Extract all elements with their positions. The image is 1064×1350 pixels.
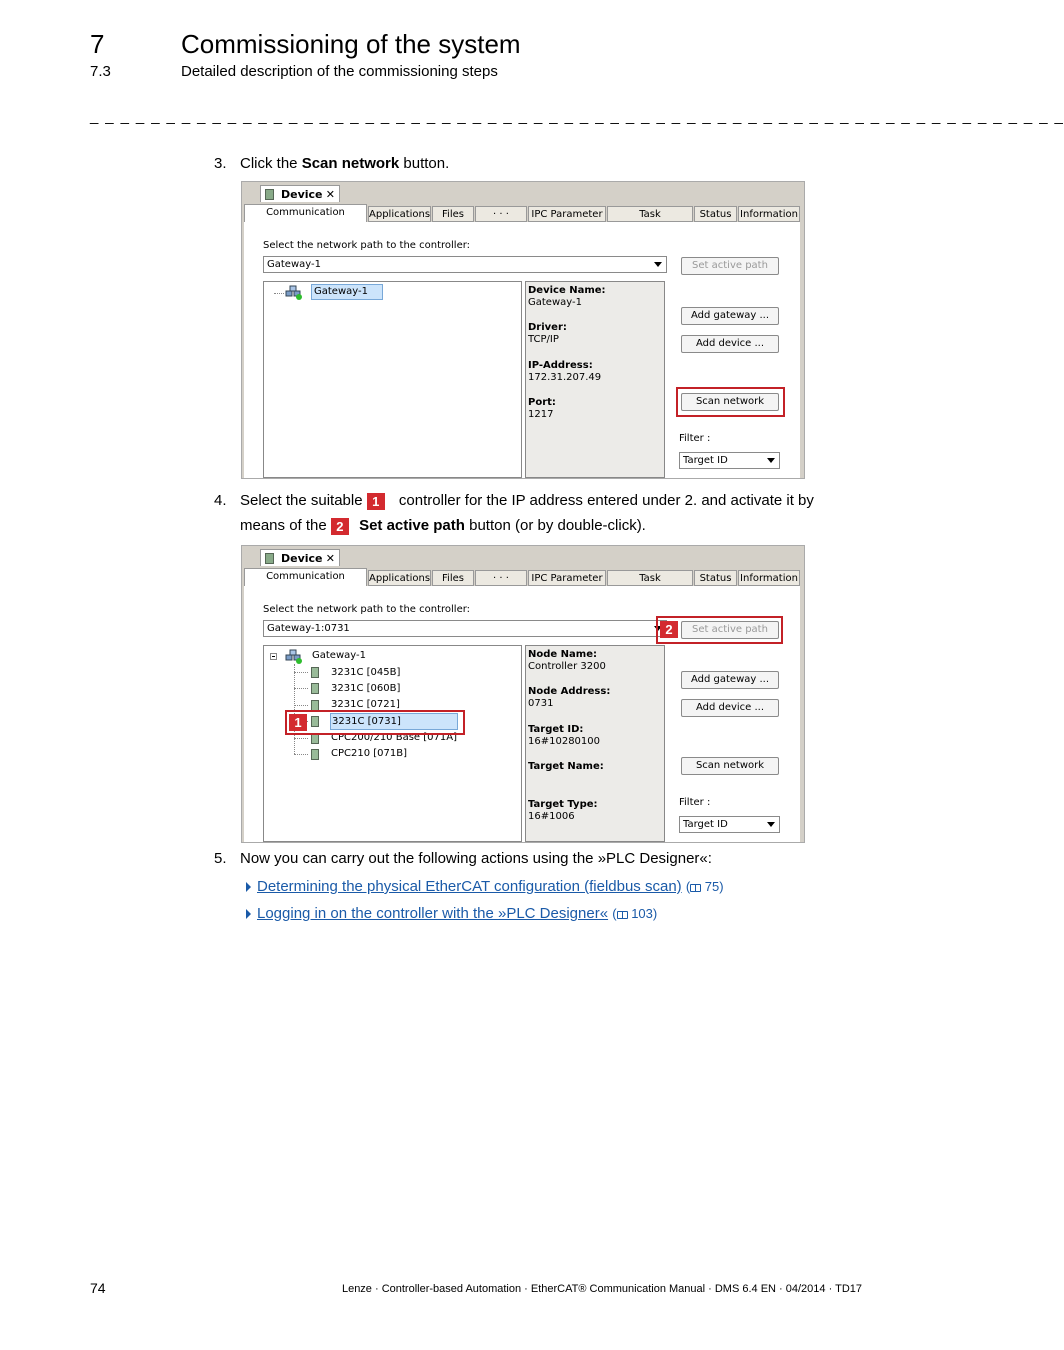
tab-bar: [244, 204, 800, 222]
path-combo-value: Gateway-1: [267, 259, 321, 270]
properties-panel: [525, 281, 665, 478]
step-number: 3.: [214, 155, 227, 172]
step-text-end: button.: [399, 155, 450, 172]
network-tree[interactable]: [263, 645, 522, 842]
online-status-icon: [296, 658, 302, 664]
link-item: [246, 904, 657, 924]
step-number: 5.: [214, 850, 227, 867]
tab-information[interactable]: Information: [738, 570, 800, 586]
path-combo[interactable]: [263, 620, 667, 637]
step-5: [214, 849, 854, 869]
step-text: Select the suitable: [240, 492, 367, 509]
tree-node-gateway[interactable]: Gateway-1: [311, 284, 383, 300]
tree-node-controller[interactable]: CPC210 [071B]: [331, 748, 408, 759]
device-tab-label: Device: [281, 188, 323, 201]
section-number: 7.3: [90, 63, 111, 80]
screenshot-scan-network: [241, 181, 805, 479]
prop-value: 1217: [528, 409, 554, 420]
tree-connector: [274, 293, 284, 294]
tree-connector: [294, 738, 308, 739]
step-number: 4.: [214, 492, 227, 509]
tab-bar: [244, 568, 800, 586]
tab-applications[interactable]: Applications: [368, 206, 431, 222]
link-item: [246, 877, 724, 897]
tab-information[interactable]: Information: [738, 206, 800, 222]
controller-icon: [311, 667, 319, 678]
callout-badge-1: 1: [289, 714, 307, 731]
tab-ipc-parameter[interactable]: IPC Parameter: [528, 206, 606, 222]
prop-value: Gateway-1: [528, 297, 582, 308]
callout-badge-1: 1: [367, 493, 385, 510]
arrow-right-icon: [246, 909, 251, 919]
tab-status[interactable]: Status: [694, 206, 737, 222]
device-icon: [265, 553, 274, 564]
prop-value: 172.31.207.49: [528, 372, 602, 383]
ref-page: 103): [627, 906, 658, 921]
controller-icon: [311, 683, 319, 694]
link-fieldbus-scan[interactable]: Determining the physical EtherCAT configuration (fieldbus scan): [257, 878, 682, 895]
ref-open: (: [612, 906, 617, 921]
prop-value: TCP/IP: [528, 334, 559, 345]
link-login-plc-designer[interactable]: Logging in on the controller with the »PLC Designer«: [257, 905, 609, 922]
set-active-path-button[interactable]: Set active path: [681, 621, 779, 639]
filter-combo[interactable]: [679, 816, 780, 833]
ref-open: (: [685, 879, 691, 894]
tree-connector: [294, 664, 295, 754]
prop-label: Target Type:: [528, 799, 598, 810]
chapter-number: 7: [90, 29, 105, 59]
device-icon: [265, 189, 274, 200]
tree-node-controller[interactable]: 3231C [045B]: [331, 667, 401, 678]
tab-more[interactable]: · · ·: [475, 206, 527, 222]
dropdown-arrow-icon: [767, 458, 775, 463]
prop-label: Target ID:: [528, 724, 584, 735]
tab-ipc-parameter[interactable]: IPC Parameter: [528, 570, 606, 586]
footer-text: Lenze · Controller-based Automation · EtherCAT® Communication Manual · DMS 6.4 EN · 04/2014 · TD17: [341, 1283, 862, 1295]
prop-label: Driver:: [528, 322, 567, 333]
tree-connector: [294, 672, 308, 673]
chapter-title: Commissioning of the system: [181, 29, 521, 59]
tree-connector: [294, 705, 308, 706]
path-combo[interactable]: [263, 256, 667, 273]
path-combo-value: Gateway-1:0731: [267, 623, 350, 634]
step-4: [214, 491, 854, 511]
tree-node-gateway[interactable]: Gateway-1: [312, 650, 366, 661]
network-tree[interactable]: [263, 281, 522, 478]
filter-value: Target ID: [683, 819, 728, 830]
add-device-button[interactable]: Add device ...: [681, 699, 779, 717]
section-title: Detailed description of the commissioning steps: [181, 63, 498, 80]
device-tab[interactable]: [260, 185, 340, 202]
prop-value: Controller 3200: [528, 661, 606, 672]
prop-label: Node Address:: [528, 686, 611, 697]
tab-more[interactable]: · · ·: [475, 570, 527, 586]
path-label: Select the network path to the controller:: [263, 240, 471, 251]
dropdown-arrow-icon: [767, 822, 775, 827]
device-tab-label: Device: [281, 552, 323, 565]
scan-network-button[interactable]: Scan network: [681, 757, 779, 775]
prop-value: 0731: [528, 698, 554, 709]
device-tab[interactable]: [260, 549, 340, 566]
tab-communication-settings[interactable]: Communication: [244, 568, 367, 586]
tree-connector: [294, 754, 308, 755]
settings-panel: [244, 222, 800, 478]
prop-label: Target Name:: [528, 761, 604, 772]
tree-node-controller[interactable]: CPC200/210 Base [071A]: [331, 732, 457, 743]
header-separator: _ _ _ _ _ _ _ _ _ _ _ _ _ _ _ _ _ _ _ _ _ _ _ _ _ _ _ _ _ _ _ _ _ _ _ _ _ _ _ _ _ _ _ _ _ _ _ _ _ _ _ _ _ _ _ _ _ _ _ _ _ _ _ _: [90, 108, 1064, 125]
filter-combo[interactable]: [679, 452, 780, 469]
online-status-icon: [296, 294, 302, 300]
collapse-icon[interactable]: [270, 653, 277, 660]
properties-panel: [525, 645, 665, 842]
scan-network-button[interactable]: Scan network: [681, 393, 779, 411]
screenshot-set-active-path: [241, 545, 805, 843]
callout-badge-2: 2: [331, 518, 349, 535]
controller-icon: [311, 749, 319, 760]
step-text: Click the: [240, 155, 302, 172]
step-text: controller for the IP address entered under 2. and activate it by: [394, 492, 814, 509]
prop-label: Node Name:: [528, 649, 597, 660]
filter-value: Target ID: [683, 455, 728, 466]
tree-node-controller[interactable]: 3231C [060B]: [331, 683, 401, 694]
step-text: Now you can carry out the following actions using the »PLC Designer«:: [240, 850, 712, 867]
step-3: [214, 154, 854, 174]
prop-label: IP-Address:: [528, 360, 593, 371]
prop-label: Port:: [528, 397, 556, 408]
tree-node-controller-selected[interactable]: 3231C [0731]: [330, 713, 458, 730]
tab-task-deployment[interactable]: Task: [607, 570, 693, 586]
tab-status[interactable]: Status: [694, 570, 737, 586]
page-reference[interactable]: [612, 906, 657, 921]
settings-panel: [244, 586, 800, 842]
step-text-end: button (or by double-click).: [464, 517, 646, 534]
callout-badge-2: 2: [660, 621, 678, 638]
tab-task-deployment[interactable]: Task: [607, 206, 693, 222]
filter-label: Filter :: [679, 433, 711, 444]
close-icon[interactable]: ✕: [325, 552, 335, 565]
tree-connector: [294, 688, 308, 689]
page-reference[interactable]: [686, 879, 724, 894]
book-icon: [617, 911, 628, 919]
add-gateway-button[interactable]: Add gateway ...: [681, 671, 779, 689]
step-4-line-2: [240, 516, 860, 536]
arrow-right-icon: [246, 882, 251, 892]
filter-label: Filter :: [679, 797, 711, 808]
path-label: Select the network path to the controller:: [263, 604, 471, 615]
tab-applications[interactable]: Applications: [368, 570, 431, 586]
page-number: 74: [90, 1280, 106, 1296]
tab-files[interactable]: Files: [432, 206, 474, 222]
step-bold: Scan network: [301, 155, 400, 172]
prop-value: 16#10280100: [528, 736, 601, 747]
highlight-frame: [285, 710, 465, 735]
set-active-path-button[interactable]: Set active path: [681, 257, 779, 275]
step-bold: Set active path: [359, 517, 465, 534]
add-gateway-button[interactable]: Add gateway ...: [681, 307, 779, 325]
add-device-button[interactable]: Add device ...: [681, 335, 779, 353]
prop-value: 16#1006: [528, 811, 575, 822]
tree-node-controller[interactable]: 3231C [0721]: [331, 699, 400, 710]
close-icon[interactable]: ✕: [325, 188, 335, 201]
tab-communication-settings[interactable]: Communication: [244, 204, 367, 222]
prop-label: Device Name:: [528, 285, 606, 296]
step-text: means of the: [240, 517, 331, 534]
tab-files[interactable]: Files: [432, 570, 474, 586]
book-icon: [690, 884, 701, 892]
ref-page: 75): [701, 879, 724, 894]
dropdown-arrow-icon: [654, 262, 662, 267]
